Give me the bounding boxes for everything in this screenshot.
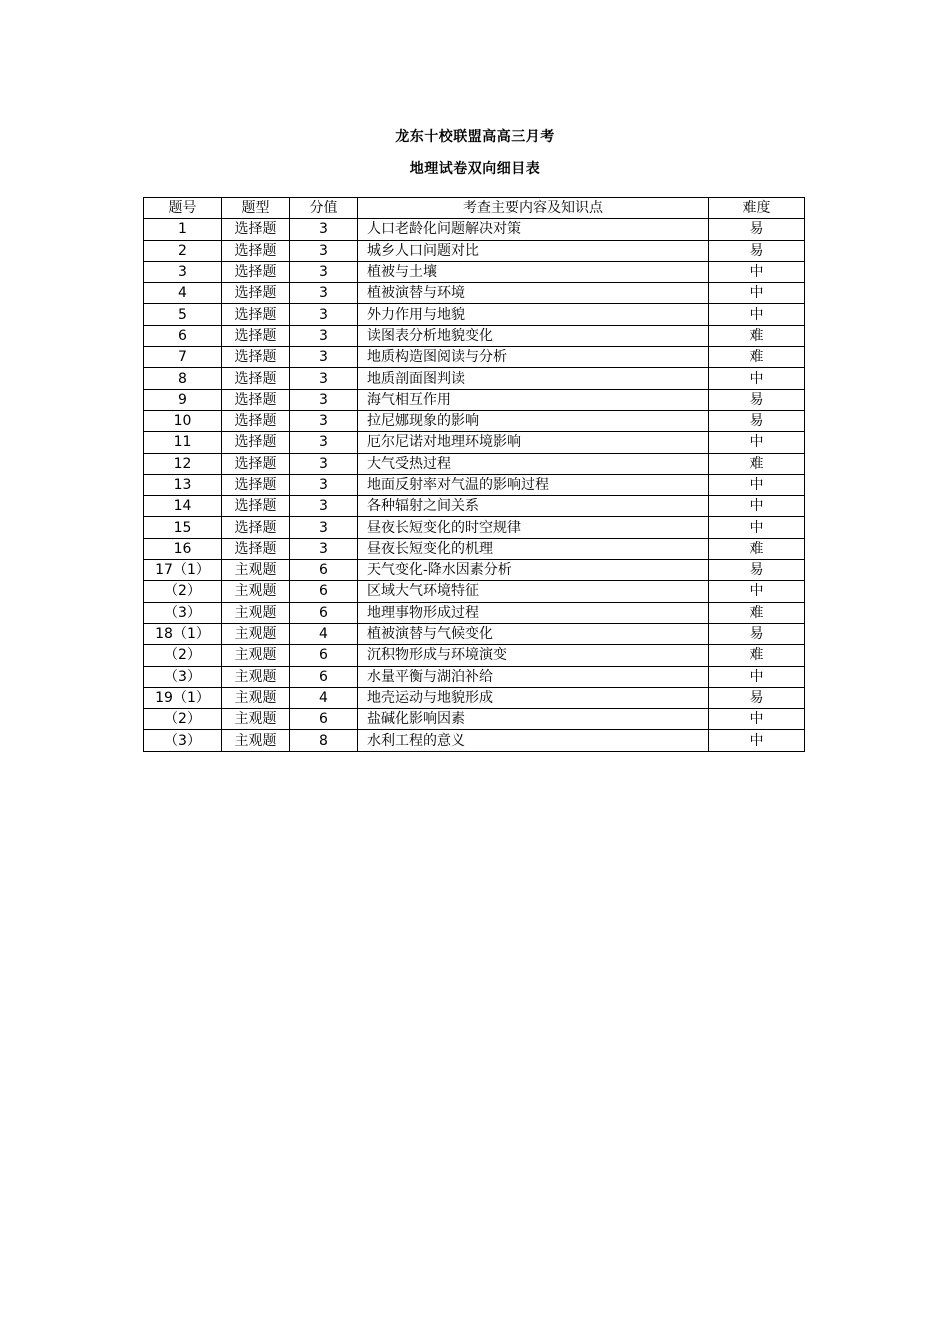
cell-score: 3: [290, 240, 358, 261]
cell-question-type: 选择题: [222, 517, 290, 538]
cell-question-type: 选择题: [222, 389, 290, 410]
cell-question-number: 3: [144, 261, 222, 282]
cell-score: 3: [290, 517, 358, 538]
cell-question-number: 11: [144, 432, 222, 453]
cell-question-number: 12: [144, 453, 222, 474]
table-row: [144, 645, 805, 666]
table-row: [144, 560, 805, 581]
table-row: [144, 304, 805, 325]
cell-question-type: 选择题: [222, 538, 290, 559]
cell-question-type: 主观题: [222, 687, 290, 708]
cell-score: 3: [290, 432, 358, 453]
cell-question-type: 选择题: [222, 219, 290, 240]
cell-question-type: 选择题: [222, 368, 290, 389]
cell-difficulty: 难: [709, 453, 805, 474]
cell-difficulty: 中: [709, 432, 805, 453]
cell-score: 3: [290, 347, 358, 368]
cell-score: 3: [290, 368, 358, 389]
cell-content: 水量平衡与湖泊补给: [358, 666, 709, 687]
cell-question-number: （3）: [144, 730, 222, 751]
spec-table: [143, 197, 805, 752]
cell-difficulty: 易: [709, 687, 805, 708]
cell-score: 3: [290, 325, 358, 346]
header-content: 考查主要内容及知识点: [358, 198, 709, 219]
cell-question-number: 18（1）: [144, 623, 222, 644]
cell-question-number: 17（1）: [144, 560, 222, 581]
cell-question-type: 选择题: [222, 304, 290, 325]
cell-difficulty: 中: [709, 496, 805, 517]
cell-content: 昼夜长短变化的机理: [358, 538, 709, 559]
cell-difficulty: 中: [709, 709, 805, 730]
cell-content: 地壳运动与地貌形成: [358, 687, 709, 708]
cell-question-type: 选择题: [222, 496, 290, 517]
cell-score: 3: [290, 304, 358, 325]
table-row: [144, 517, 805, 538]
cell-score: 4: [290, 623, 358, 644]
header-question-type: 题型: [222, 198, 290, 219]
cell-question-type: 选择题: [222, 261, 290, 282]
cell-difficulty: 中: [709, 283, 805, 304]
cell-difficulty: 中: [709, 517, 805, 538]
cell-content: 地理事物形成过程: [358, 602, 709, 623]
cell-question-type: 主观题: [222, 730, 290, 751]
cell-question-type: 主观题: [222, 560, 290, 581]
cell-score: 3: [290, 410, 358, 431]
cell-question-number: （2）: [144, 709, 222, 730]
cell-question-type: 选择题: [222, 240, 290, 261]
cell-score: 6: [290, 602, 358, 623]
cell-question-number: 2: [144, 240, 222, 261]
cell-question-number: 15: [144, 517, 222, 538]
cell-question-number: 13: [144, 474, 222, 495]
cell-question-number: （2）: [144, 581, 222, 602]
cell-question-number: 10: [144, 410, 222, 431]
cell-question-type: 选择题: [222, 347, 290, 368]
table-row: [144, 538, 805, 559]
cell-question-number: 14: [144, 496, 222, 517]
cell-content: 拉尼娜现象的影响: [358, 410, 709, 431]
cell-content: 地质构造图阅读与分析: [358, 347, 709, 368]
cell-difficulty: 中: [709, 474, 805, 495]
cell-difficulty: 易: [709, 389, 805, 410]
cell-score: 3: [290, 496, 358, 517]
table-row: [144, 368, 805, 389]
cell-difficulty: 中: [709, 666, 805, 687]
table-row: [144, 453, 805, 474]
document-title: 龙东十校联盟高高三月考: [395, 129, 555, 145]
cell-question-type: 选择题: [222, 474, 290, 495]
cell-question-number: 16: [144, 538, 222, 559]
cell-content: 地面反射率对气温的影响过程: [358, 474, 709, 495]
table-row: [144, 474, 805, 495]
header-question-number: 题号: [144, 198, 222, 219]
cell-score: 3: [290, 453, 358, 474]
cell-question-type: 主观题: [222, 623, 290, 644]
cell-question-type: 选择题: [222, 283, 290, 304]
table-row: [144, 219, 805, 240]
cell-question-number: （3）: [144, 602, 222, 623]
cell-score: 3: [290, 219, 358, 240]
cell-question-number: 9: [144, 389, 222, 410]
cell-question-type: 主观题: [222, 709, 290, 730]
table-row: [144, 709, 805, 730]
table-row: [144, 325, 805, 346]
cell-content: 外力作用与地貌: [358, 304, 709, 325]
cell-difficulty: 易: [709, 219, 805, 240]
cell-question-type: 选择题: [222, 410, 290, 431]
cell-difficulty: 易: [709, 410, 805, 431]
cell-question-number: 6: [144, 325, 222, 346]
cell-content: 地质剖面图判读: [358, 368, 709, 389]
cell-content: 区域大气环境特征: [358, 581, 709, 602]
cell-content: 各种辐射之间关系: [358, 496, 709, 517]
cell-question-type: 主观题: [222, 645, 290, 666]
table-row: [144, 389, 805, 410]
cell-question-type: 主观题: [222, 602, 290, 623]
cell-score: 3: [290, 283, 358, 304]
document-subtitle: 地理试卷双向细目表: [409, 161, 541, 177]
cell-score: 6: [290, 666, 358, 687]
cell-question-number: 4: [144, 283, 222, 304]
cell-question-number: （3）: [144, 666, 222, 687]
cell-content: 海气相互作用: [358, 389, 709, 410]
cell-content: 厄尔尼诺对地理环境影响: [358, 432, 709, 453]
header-score: 分值: [290, 198, 358, 219]
cell-difficulty: 中: [709, 304, 805, 325]
table-row: [144, 261, 805, 282]
cell-score: 6: [290, 581, 358, 602]
cell-difficulty: 难: [709, 347, 805, 368]
cell-content: 植被演替与气候变化: [358, 623, 709, 644]
cell-content: 植被与土壤: [358, 261, 709, 282]
table-row: [144, 432, 805, 453]
cell-score: 3: [290, 261, 358, 282]
cell-difficulty: 易: [709, 560, 805, 581]
cell-question-number: 19（1）: [144, 687, 222, 708]
table-header-row: [144, 198, 805, 219]
cell-difficulty: 难: [709, 325, 805, 346]
header-difficulty: 难度: [709, 198, 805, 219]
table-row: [144, 581, 805, 602]
cell-question-type: 选择题: [222, 325, 290, 346]
cell-question-number: 8: [144, 368, 222, 389]
cell-score: 3: [290, 389, 358, 410]
cell-difficulty: 难: [709, 602, 805, 623]
cell-content: 盐碱化影响因素: [358, 709, 709, 730]
cell-difficulty: 中: [709, 368, 805, 389]
cell-difficulty: 中: [709, 730, 805, 751]
cell-score: 6: [290, 709, 358, 730]
cell-question-type: 选择题: [222, 453, 290, 474]
cell-content: 天气变化-降水因素分析: [358, 560, 709, 581]
cell-question-number: 7: [144, 347, 222, 368]
cell-score: 6: [290, 645, 358, 666]
cell-content: 读图表分析地貌变化: [358, 325, 709, 346]
cell-content: 城乡人口问题对比: [358, 240, 709, 261]
cell-question-type: 选择题: [222, 432, 290, 453]
table-row: [144, 687, 805, 708]
cell-content: 植被演替与环境: [358, 283, 709, 304]
cell-content: 昼夜长短变化的时空规律: [358, 517, 709, 538]
cell-difficulty: 易: [709, 240, 805, 261]
table-row: [144, 730, 805, 751]
cell-difficulty: 中: [709, 261, 805, 282]
table-row: [144, 410, 805, 431]
cell-score: 4: [290, 687, 358, 708]
table-row: [144, 240, 805, 261]
cell-score: 8: [290, 730, 358, 751]
cell-question-number: 1: [144, 219, 222, 240]
table-row: [144, 283, 805, 304]
cell-content: 大气受热过程: [358, 453, 709, 474]
cell-question-number: （2）: [144, 645, 222, 666]
cell-score: 3: [290, 538, 358, 559]
cell-difficulty: 难: [709, 538, 805, 559]
cell-question-number: 5: [144, 304, 222, 325]
cell-difficulty: 难: [709, 645, 805, 666]
cell-score: 6: [290, 560, 358, 581]
table-row: [144, 347, 805, 368]
cell-score: 3: [290, 474, 358, 495]
table-row: [144, 623, 805, 644]
cell-content: 人口老龄化问题解决对策: [358, 219, 709, 240]
cell-content: 沉积物形成与环境演变: [358, 645, 709, 666]
table-row: [144, 602, 805, 623]
cell-question-type: 主观题: [222, 666, 290, 687]
table-row: [144, 666, 805, 687]
cell-difficulty: 易: [709, 623, 805, 644]
cell-question-type: 主观题: [222, 581, 290, 602]
cell-difficulty: 中: [709, 581, 805, 602]
cell-content: 水利工程的意义: [358, 730, 709, 751]
table-row: [144, 496, 805, 517]
